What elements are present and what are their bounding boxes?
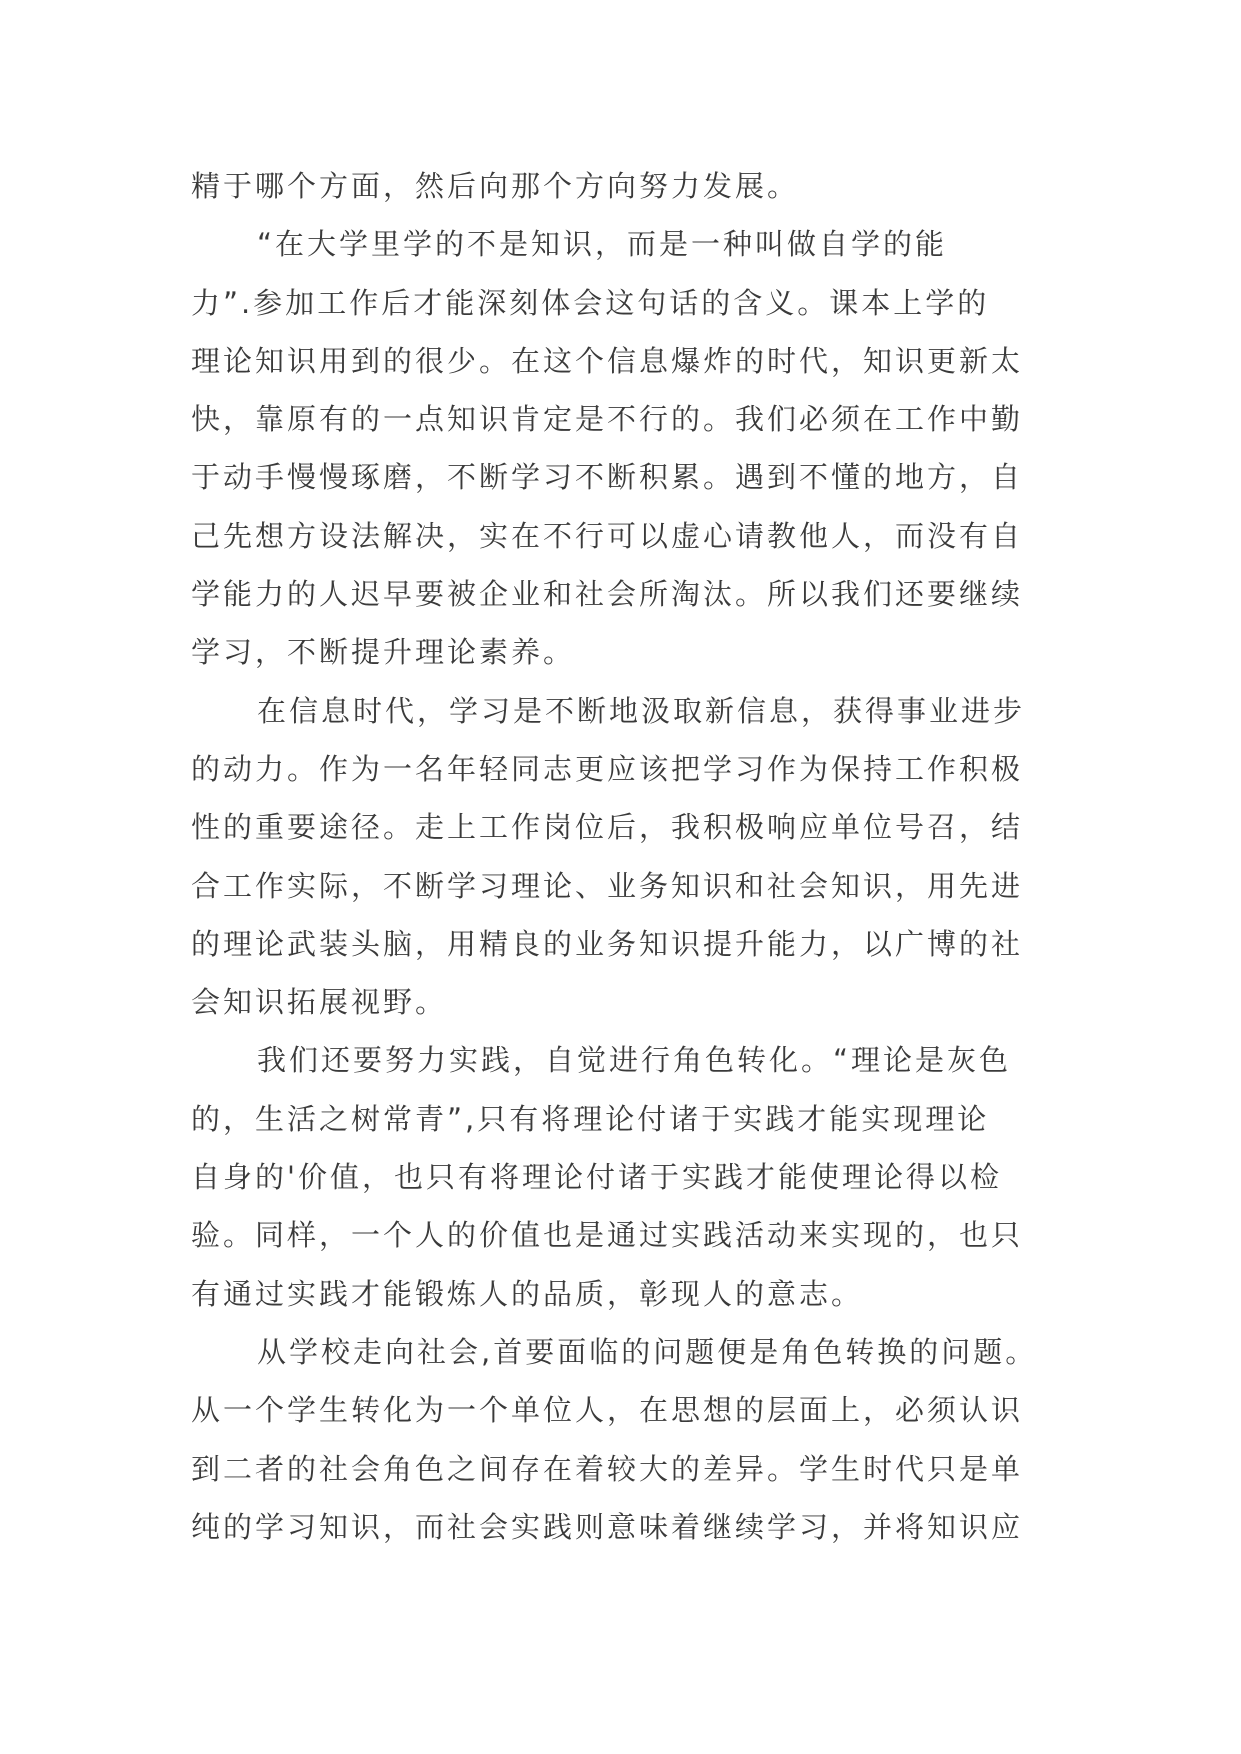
text-line: 到二者的社会角色之间存在着较大的差异。学生时代只是单	[191, 1451, 1024, 1486]
text-line: 的动力。作为一名年轻同志更应该把学习作为保持工作积极	[191, 751, 1024, 786]
text-line: 精于哪个方面，然后向那个方向努力发展。	[191, 169, 800, 203]
text-line: 我们还要努力实践，自觉进行角色转化。“理论是灰色	[257, 1043, 1012, 1078]
text-line: 在信息时代，学习是不断地汲取新信息，获得事业进步	[257, 693, 1026, 728]
text-line: 力”.参加工作后才能深刻体会这句话的含义。课本上学的	[191, 285, 990, 320]
text-line: 从一个学生转化为一个单位人，在思想的层面上，必须认识	[191, 1393, 1024, 1428]
text-line: 的，生活之树常青”,只有将理论付诸于实践才能实现理论	[191, 1101, 990, 1136]
text-line: 会知识拓展视野。	[191, 985, 448, 1020]
text-line: 于动手慢慢琢磨，不断学习不断积累。遇到不懂的地方，自	[191, 460, 1024, 495]
paragraph-1	[191, 157, 1051, 215]
text-line: 合工作实际，不断学习理论、业务知识和社会知识，用先进	[191, 868, 1024, 903]
text-line: 理论知识用到的很少。在这个信息爆炸的时代，知识更新太	[191, 343, 1024, 378]
paragraph-2	[191, 215, 1051, 681]
text-line: 从学校走向社会,首要面临的问题便是角色转换的问题。	[257, 1334, 1038, 1369]
text-line: 的理论武装头脑，用精良的业务知识提升能力，以广博的社	[191, 926, 1024, 961]
text-line: 己先想方设法解决，实在不行可以虚心请教他人，而没有自	[191, 518, 1024, 553]
text-line: 有通过实践才能锻炼人的品质，彰现人的意志。	[191, 1276, 864, 1311]
text-line: 学能力的人迟早要被企业和社会所淘汰。所以我们还要继续	[191, 577, 1024, 612]
text-line: 自身的'价值，也只有将理论付诸于实践才能使理论得以检	[191, 1160, 1002, 1195]
paragraph-4	[191, 1031, 1051, 1322]
text-line: 性的重要途径。走上工作岗位后，我积极响应单位号召，结	[191, 810, 1024, 845]
text-line: “在大学里学的不是知识，而是一种叫做自学的能	[257, 227, 948, 262]
paragraph-5	[191, 1323, 1051, 1556]
document-body	[191, 157, 1051, 1556]
text-line: 学习，不断提升理论素养。	[191, 635, 576, 670]
text-line: 纯的学习知识，而社会实践则意味着继续学习，并将知识应	[191, 1509, 1024, 1544]
text-line: 快，靠原有的一点知识肯定是不行的。我们必须在工作中勤	[191, 402, 1024, 437]
text-line: 验。同样，一个人的价值也是通过实践活动来实现的，也只	[191, 1218, 1024, 1253]
paragraph-3	[191, 682, 1051, 1032]
